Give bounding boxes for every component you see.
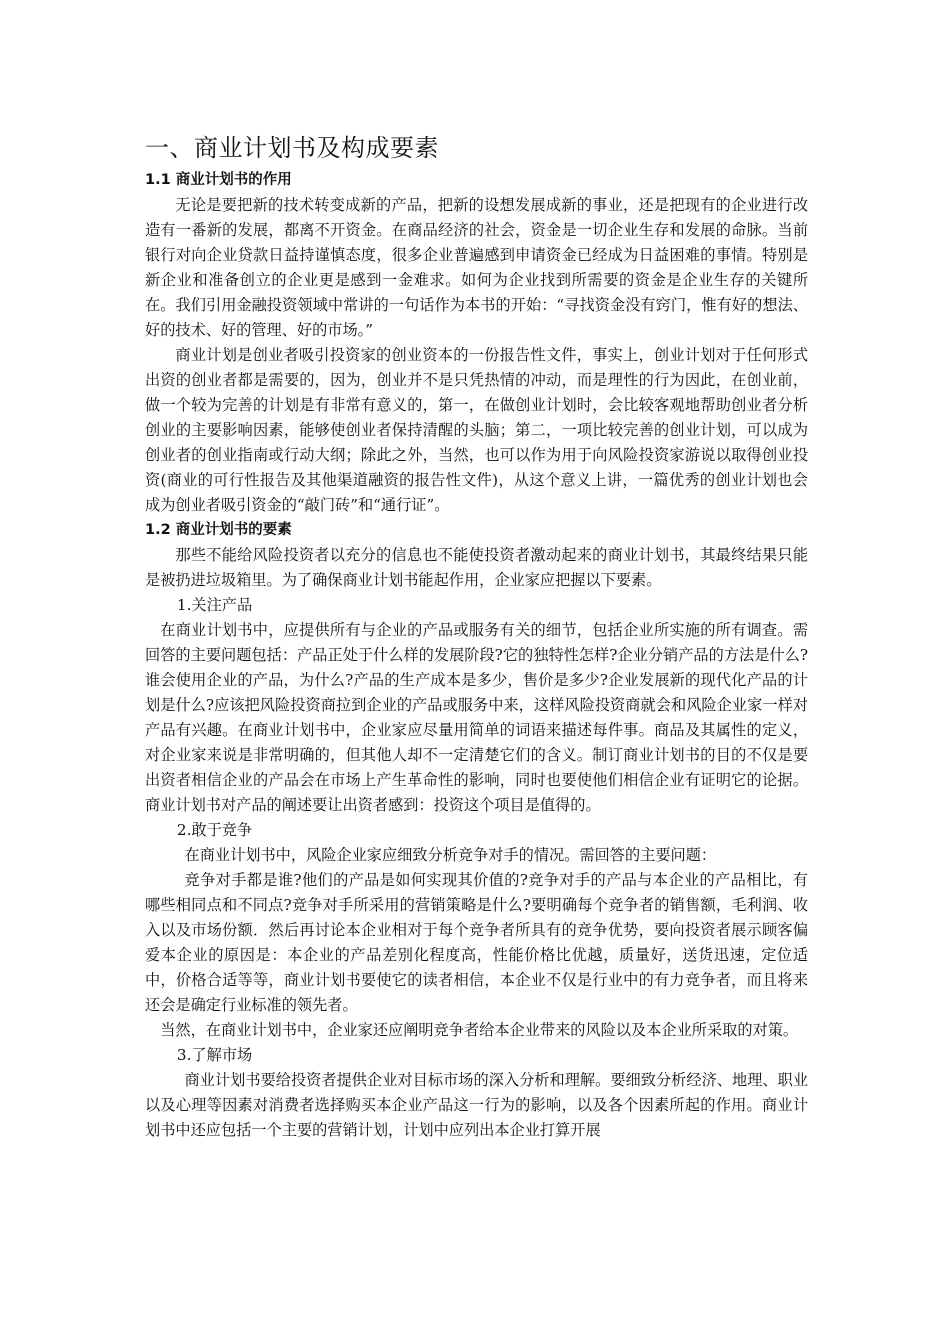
paragraph: 商业计划是创业者吸引投资家的创业资本的一份报告性文件，事实上，创业计划对于任何形式出资的创业者都是需要的，因为，创业并不是只凭热情的冲动，而是理性的行为因此，在创业前，做一个较为完善的计划是有非常有意义的，第一，在做创业计划时，会比较客观地帮助创业者分析创业的主要影响因素，能够使创业者保持清醒的头脑；第二，一项比较完善的创业计划，可以成为创业者的创业指南或行动大纲；除此之外，当然，也可以作为用于向风险投资家游说以取得创业投资(商业的可行性报告及其他渠道融资的报告性文件)，从这个意义上讲，一篇优秀的创业计划也会成为创业者吸引资金的“敲门砖”和“通行证”。 [145, 346, 808, 514]
page-title: 一、商业计划书及构成要素 [145, 134, 439, 162]
paragraph: 在商业计划书中，应提供所有与企业的产品或服务有关的细节，包括企业所实施的所有调查。需回答的主要问题包括：产品正处于什么样的发展阶段?它的独特性怎样?企业分销产品的方法是什么?谁会使用企业的产品，为什么?产品的生产成本是多少，售价是多少?企业发展新的现代化产品的计划是什么?应该把风险投资商拉到企业的产品或服务中来，这样风险投资商就会和风险企业家一样对产品有兴趣。在商业计划书中，企业家应尽量用简单的词语来描述每件事。商品及其属性的定义，对企业家来说是非常明确的，但其他人却不一定清楚它们的含义。制订商业计划书的目的不仅是要出资者相信企业的产品会在市场上产生革命性的影响，同时也要使他们相信企业有证明它的论据。商业计划书对产品的阐述要让出资者感到：投资这个项目是值得的。 [145, 621, 808, 814]
paragraph: 那些不能给风险投资者以充分的信息也不能使投资者激动起来的商业计划书，其最终结果只能是被扔进垃圾箱里。为了确保商业计划书能起作用，企业家应把握以下要素。 [145, 546, 808, 589]
paragraph: 当然，在商业计划书中，企业家还应阐明竞争者给本企业带来的风险以及本企业所采取的对策。 [160, 1021, 799, 1039]
paragraph: 无论是要把新的技术转变成新的产品，把新的设想发展成新的事业，还是把现有的企业进行改造有一番新的发展，都离不开资金。在商品经济的社会，资金是一切企业生存和发展的命脉。当前银行对向企业贷款日益持谨慎态度，很多企业普遍感到申请资金已经成为日益困难的事情。特别是新企业和准备创立的企业更是感到一金难求。如何为企业找到所需要的资金是企业生存的关键所在。我们引用金融投资领域中常讲的一句话作为本书的开始：“寻找资金没有窍门，惟有好的想法、好的技术、好的管理、好的市场。” [145, 196, 808, 339]
paragraph: 竞争对手都是谁?他们的产品是如何实现其价值的?竞争对手的产品与本企业的产品相比，有哪些相同点和不同点?竞争对手所采用的营销策略是什么?要明确每个竞争者的销售额，毛利润、收入以及市场份额．然后再讨论本企业相对于每个竞争者所具有的竞争优势，要向投资者展示顾客偏爱本企业的原因是：本企业的产品差别化程度高，性能价格比优越，质量好，送货迅速，定位适中，价格合适等等，商业计划书要使它的读者相信，本企业不仅是行业中的有力竞争者，而且将来还会是确定行业标准的领先者。 [145, 871, 808, 1014]
paragraph: 在商业计划书中，风险企业家应细致分析竞争对手的情况。需回答的主要问题： [184, 846, 717, 864]
section-heading-1-1: 1.1 商业计划书的作用 [145, 172, 292, 188]
list-item-heading: 1.关注产品 [176, 596, 253, 614]
list-item-heading: 2.敢于竞争 [176, 821, 253, 839]
document-page [145, 128, 808, 1143]
list-item-heading: 3.了解市场 [176, 1046, 253, 1064]
paragraph: 商业计划书要给投资者提供企业对目标市场的深入分析和理解。要细致分析经济、地理、职业以及心理等因素对消费者选择购买本企业产品这一行为的影响，以及各个因素所起的作用。商业计划书中还应包括一个主要的营销计划，计划中应列出本企业打算开展 [145, 1071, 808, 1139]
section-heading-1-2: 1.2 商业计划书的要素 [145, 522, 292, 538]
